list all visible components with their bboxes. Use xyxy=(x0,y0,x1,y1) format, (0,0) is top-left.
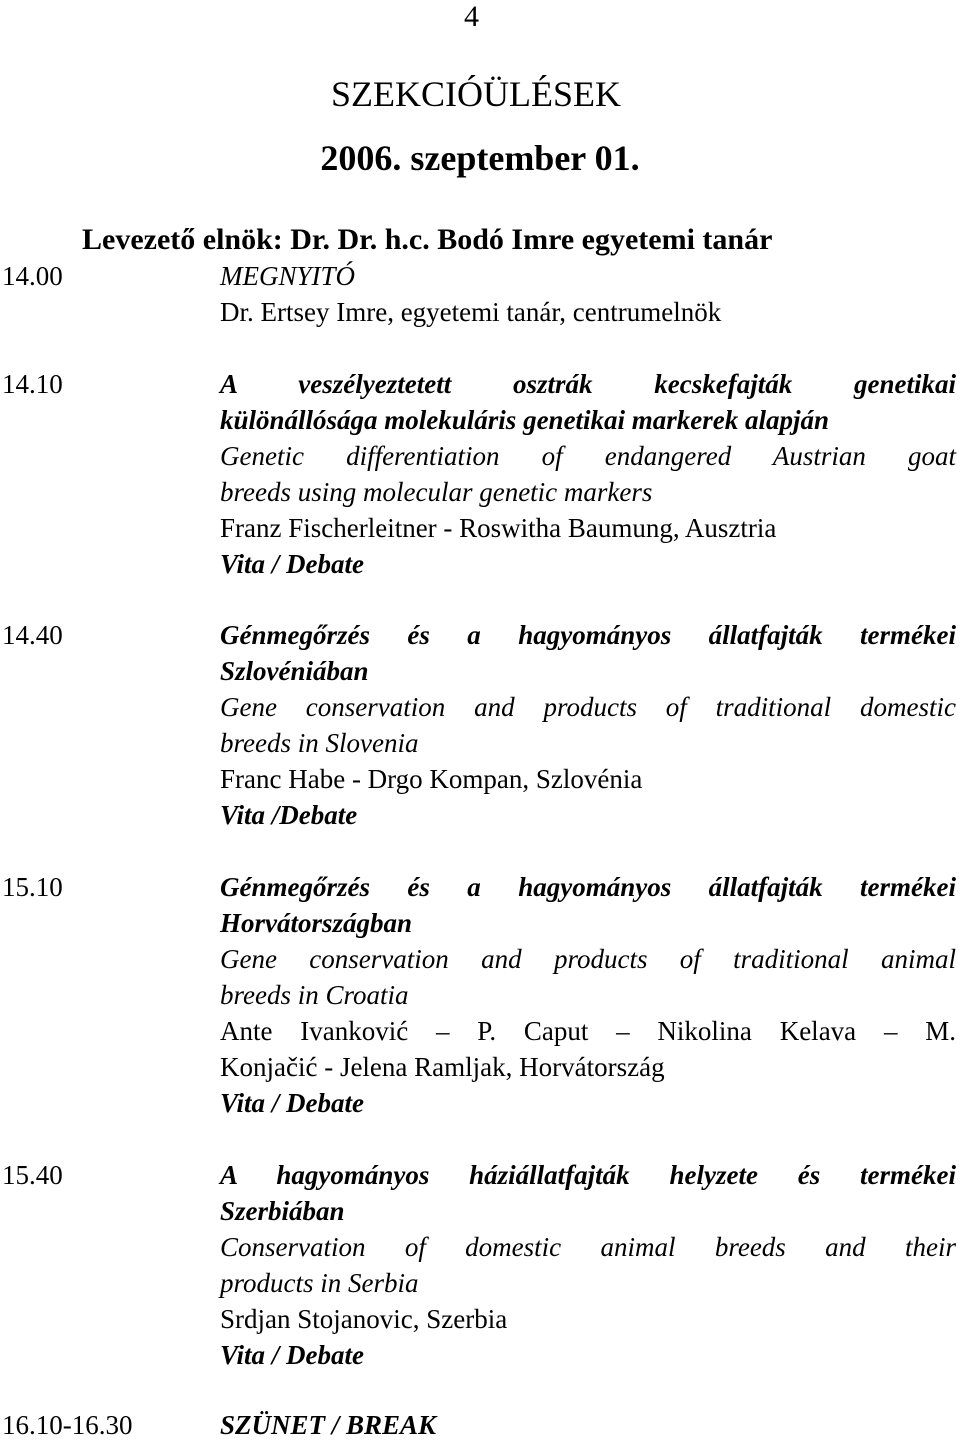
item-english-title-line: breeds in Slovenia xyxy=(220,728,419,758)
page-title: SZEKCIÓÜLÉSEK xyxy=(331,74,621,114)
item-english-title-line: products in Serbia xyxy=(220,1268,419,1298)
item-title-line: Génmegőrzés és a hagyományos állatfajták termékei xyxy=(220,872,956,902)
item-content xyxy=(220,1407,956,1440)
item-author: Franz Fischerleitner - Roswitha Baumung, Ausztria xyxy=(220,513,777,543)
item-title-line: különállósága molekuláris genetikai markerek alapján xyxy=(220,405,830,435)
item-time: 16.10-16.30 xyxy=(2,1410,133,1440)
item-english-title-line: breeds using molecular genetic markers xyxy=(220,477,653,507)
item-title-line: A veszélyeztetett osztrák kecskefajták genetikai xyxy=(220,369,956,399)
item-title-line: Horvátországban xyxy=(220,908,413,938)
item-title-line: A hagyományos háziállatfajták helyzete és termékei xyxy=(220,1160,956,1190)
item-content xyxy=(220,366,956,582)
item-debate: Vita / Debate xyxy=(220,1088,364,1118)
page-number: 4 xyxy=(464,0,479,33)
item-time: 14.10 xyxy=(2,369,63,399)
item-content xyxy=(220,869,956,1121)
session-date: 2006. szeptember 01. xyxy=(320,138,640,178)
item-author: Dr. Ertsey Imre, egyetemi tanár, centrumelnök xyxy=(220,297,722,327)
item-title-line: Génmegőrzés és a hagyományos állatfajták termékei xyxy=(220,620,956,650)
item-author: Srdjan Stojanovic, Szerbia xyxy=(220,1304,508,1334)
item-debate: Vita /Debate xyxy=(220,800,358,830)
item-title: MEGNYITÓ xyxy=(220,261,356,291)
item-debate: Vita / Debate xyxy=(220,549,364,579)
item-author: Franc Habe - Drgo Kompan, Szlovénia xyxy=(220,764,643,794)
item-english-title-line: breeds in Croatia xyxy=(220,980,409,1010)
item-title: SZÜNET / BREAK xyxy=(220,1410,437,1440)
item-time: 15.10 xyxy=(2,872,63,902)
session-chair: Levezető elnök: Dr. Dr. h.c. Bodó Imre egyetemi tanár xyxy=(82,223,773,256)
item-debate: Vita / Debate xyxy=(220,1340,364,1370)
item-content xyxy=(220,258,956,330)
item-time: 14.40 xyxy=(2,620,63,650)
item-time: 14.00 xyxy=(2,261,63,291)
item-author-line: Konjačić - Jelena Ramljak, Horvátország xyxy=(220,1052,665,1082)
item-english-title-line: Gene conservation and products of traditional domestic xyxy=(220,692,956,722)
item-time: 15.40 xyxy=(2,1160,63,1190)
item-english-title-line: Genetic differentiation of endangered Austrian goat xyxy=(220,441,956,471)
item-english-title-line: Conservation of domestic animal breeds and their xyxy=(220,1232,956,1262)
item-content xyxy=(220,1157,956,1373)
item-title-line: Szerbiában xyxy=(220,1196,345,1226)
item-author-line: Ante Ivanković – P. Caput – Nikolina Kelava – M. xyxy=(220,1016,956,1046)
item-english-title-line: Gene conservation and products of traditional animal xyxy=(220,944,956,974)
item-title-line: Szlovéniában xyxy=(220,656,369,686)
item-content xyxy=(220,617,956,833)
